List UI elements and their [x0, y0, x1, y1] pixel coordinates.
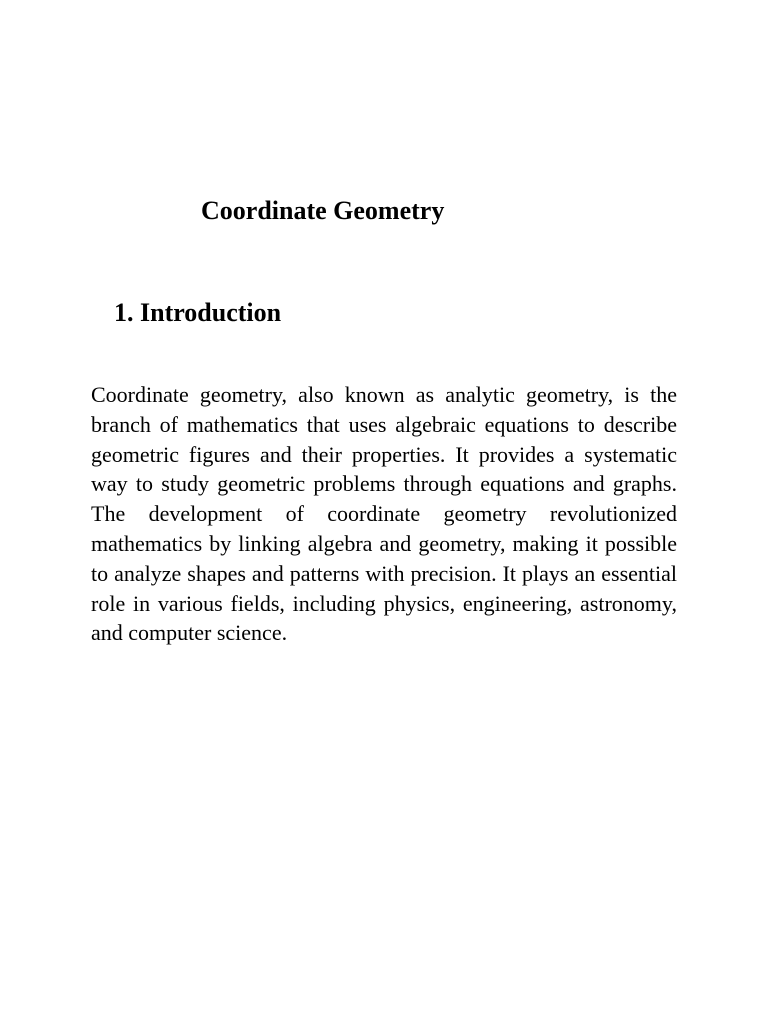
document-title: Coordinate Geometry [201, 196, 445, 225]
introduction-paragraph: Coordinate geometry, also known as analytic geometry, is the branch of mathematics that uses algebraic equations to describe geometric figures and their properties. It provides a systematic way to study geometric problems through equations and graphs. The development of coordinate geometry revolutionized mathematics by linking algebra and geometry, making it possible to analyze shapes and patterns with precision. It plays an essential role in various fields, including physics, engineering, astronomy, and computer science. [91, 382, 677, 646]
section-heading-introduction: 1. Introduction [114, 298, 282, 327]
